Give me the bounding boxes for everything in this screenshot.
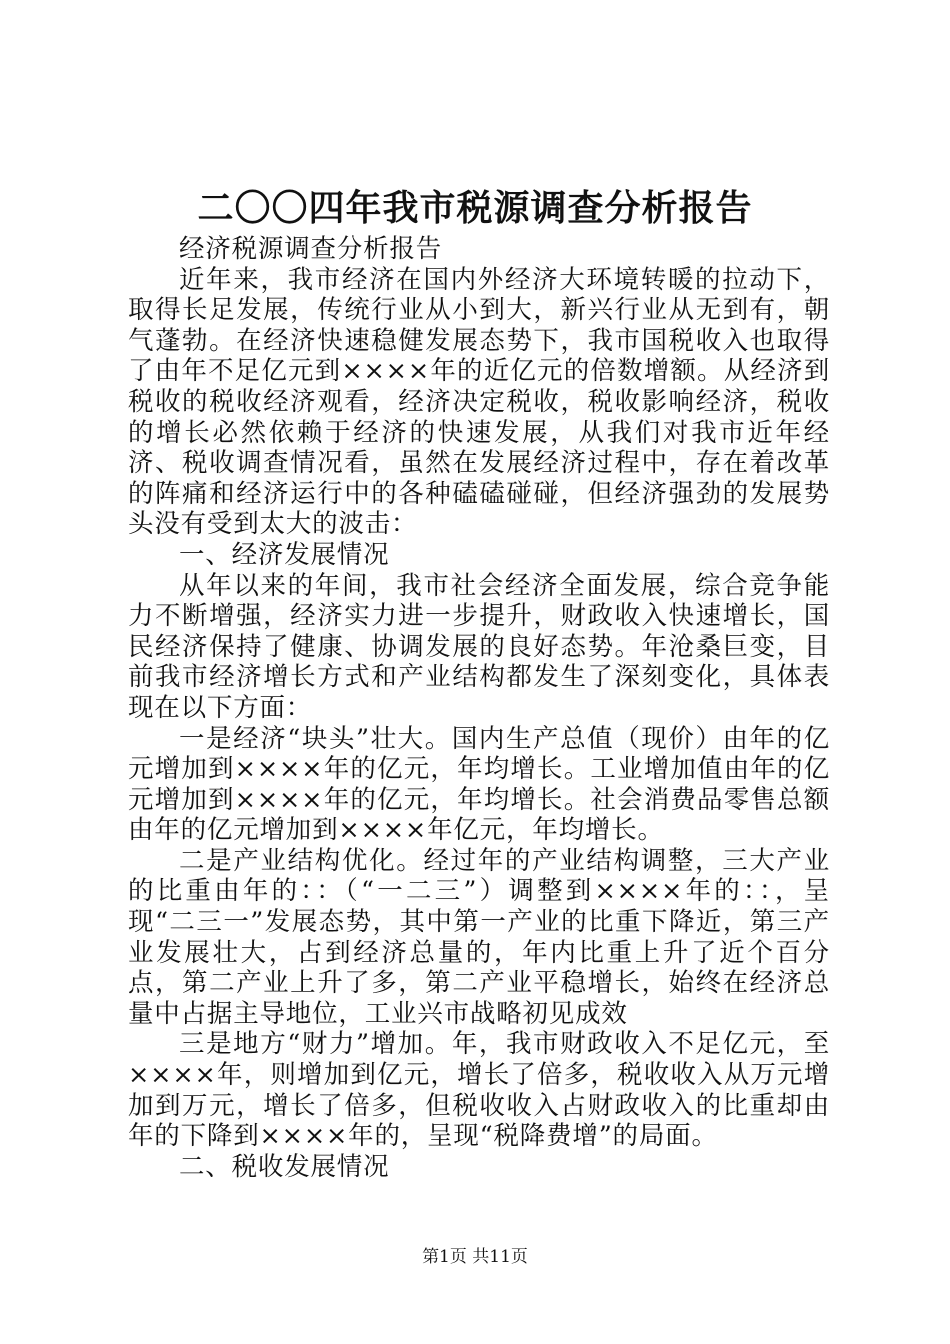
document-body bbox=[128, 234, 830, 1182]
economy-scale-paragraph: 一是经济“块头”壮大。国内生产总值（现价）由年的亿元增加到××××年的亿元，年均增长。工业增加值由年的亿元增加到××××年的亿元，年均增长。社会消费品零售总额由年的亿元增加到××××年亿元，年均增长。 bbox=[128, 723, 830, 846]
document-title: 二〇〇四年我市税源调查分析报告 bbox=[197, 187, 753, 229]
section-heading-economy: 一、经济发展情况 bbox=[179, 539, 390, 570]
intro-paragraph: 近年来，我市经济在国内外经济大环境转暖的拉动下，取得长足发展，传统行业从小到大，新兴行业从无到有，朝气蓬勃。在经济快速稳健发展态势下，我市国税收入也取得了由年不足亿元到××××年的近亿元的倍数增额。从经济到税收的税收经济观看，经济决定税收，税收影响经济，税收的增长必然依赖于经济的快速发展，从我们对我市近年经济、税收调查情况看，虽然在发展经济过程中，存在着改革的阵痛和经济运行中的各种磕磕碰碰，但经济强劲的发展势头没有受到太大的波击： bbox=[128, 264, 830, 540]
local-finance-paragraph: 三是地方“财力”增加。年，我市财政收入不足亿元，至××××年，则增加到亿元，增长了倍多，税收收入从万元增加到万元，增长了倍多，但税收收入占财政收入的比重却由年的下降到××××年的，呈现“税降费增”的局面。 bbox=[128, 1029, 830, 1152]
industry-structure-paragraph: 二是产业结构优化。经过年的产业结构调整，三大产业的比重由年的：：（“一二三”）调整到××××年的：：，呈现“二三一”发展态势，其中第一产业的比重下降近，第三产业发展壮大，占到经济总量的，年内比重上升了近个百分点，第二产业上升了多，第二产业平稳增长，始终在经济总量中占据主导地位，工业兴市战略初见成效 bbox=[128, 845, 830, 1029]
subtitle-paragraph: 经济税源调查分析报告 bbox=[179, 234, 443, 264]
economy-overview-paragraph: 从年以来的年间，我市社会经济全面发展，综合竞争能力不断增强，经济实力进一步提升，财政收入快速增长，国民经济保持了健康、协调发展的良好态势。年沧桑巨变，目前我市经济增长方式和产业结构都发生了深刻变化，具体表现在以下方面： bbox=[128, 570, 830, 723]
section-heading-tax: 二、税收发展情况 bbox=[179, 1151, 390, 1182]
page-footer: 第1页 共11页 bbox=[422, 1247, 528, 1267]
